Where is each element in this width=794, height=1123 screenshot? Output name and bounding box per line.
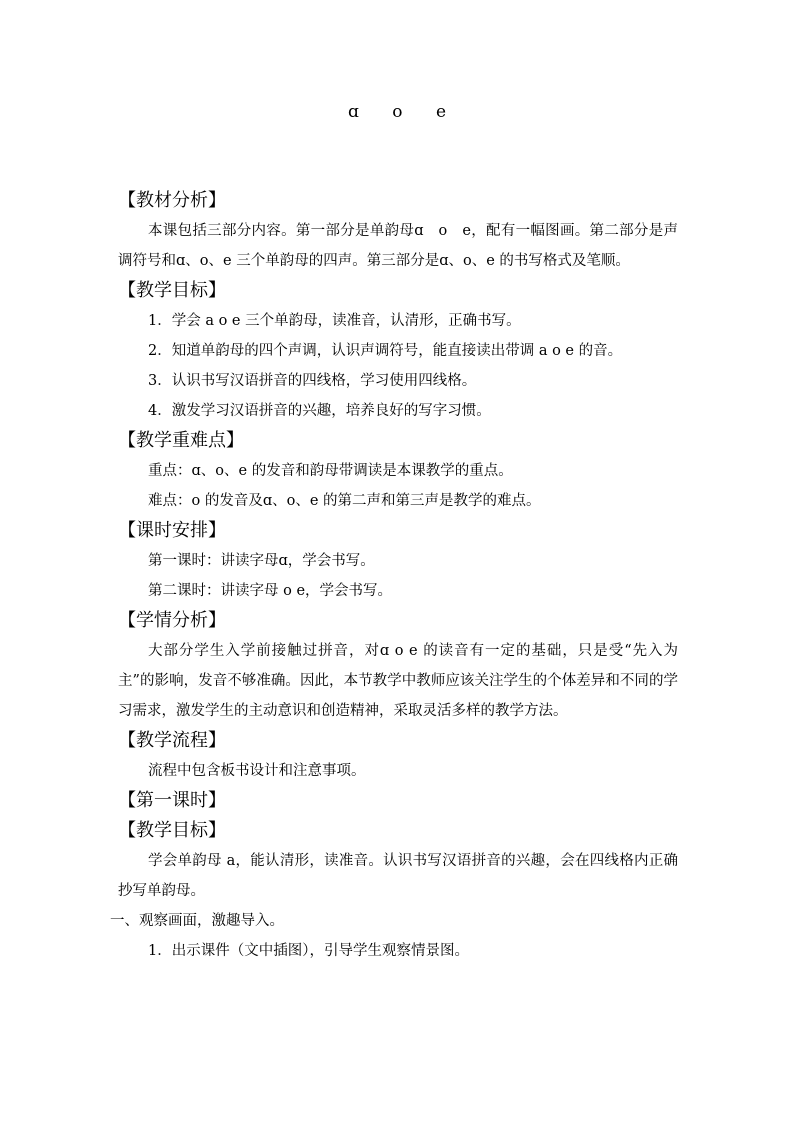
document-body [110, 186, 678, 966]
heading-process: 【教学流程】 [118, 730, 226, 751]
heading-schedule: 【课时安排】 [118, 520, 226, 541]
paragraph-material: 本课包括三部分内容。第一部分是单韵母ɑ o e，配有一幅图画。第二部分是声调符号和ɑ、o、e 三个单韵母的四声。第三部分是ɑ、o、e 的书写格式及笔顺。 [118, 223, 678, 269]
schedule-item: 第一课时：讲读字母ɑ，学会书写。 [148, 553, 375, 569]
heading-lesson1: 【第一课时】 [118, 790, 226, 811]
heading-material: 【教材分析】 [118, 190, 226, 211]
document-title [0, 102, 794, 122]
paragraph-process: 流程中包含板书设计和注意事项。 [148, 763, 366, 779]
goal-item: 3．认识书写汉语拼音的四线格，学习使用四线格。 [148, 373, 477, 389]
goal-item: 2．知道单韵母的四个声调，认识声调符号，能直接读出带调 a o e 的音。 [148, 343, 623, 359]
heading-goals: 【教学目标】 [118, 280, 226, 301]
keypoint-item: 重点：ɑ、o、e 的发音和韵母带调读是本课教学的重点。 [148, 463, 513, 479]
paragraph-students: 大部分学生入学前接触过拼音，对ɑ o e 的读音有一定的基础，只是受“先入为主”的影响，发音不够准确。因此，本节教学中教师应该关注学生的个体差异和不同的学习需求，激发学生的主动意识和创造精神，采取灵活多样的教学方法。 [118, 643, 678, 719]
heading-lesson1-goals: 【教学目标】 [118, 820, 226, 841]
heading-keypoints: 【教学重难点】 [118, 430, 244, 451]
heading-students: 【学情分析】 [118, 610, 226, 631]
step1-item: 1．出示课件（文中插图），引导学生观察情景图。 [148, 943, 469, 959]
paragraph-lesson1-goals: 学会单韵母 a，能认清形，读准音。认识书写汉语拼音的兴趣，会在四线格内正确抄写单韵母。 [118, 853, 678, 899]
title-letter-e: e [435, 102, 446, 122]
step1-title: 一、观察画面，激趣导入。 [110, 913, 284, 929]
title-letter-a: ɑ [347, 102, 359, 122]
keypoint-item: 难点：o 的发音及ɑ、o、e 的第二声和第三声是教学的难点。 [148, 493, 541, 509]
title-letter-o: o [392, 102, 403, 122]
schedule-item: 第二课时：讲读字母 o e，学会书写。 [148, 583, 393, 599]
goal-item: 4．激发学习汉语拼音的兴趣，培养良好的写字习惯。 [148, 403, 491, 419]
goal-item: 1．学会 a o e 三个单韵母，读准音，认清形，正确书写。 [148, 313, 521, 329]
